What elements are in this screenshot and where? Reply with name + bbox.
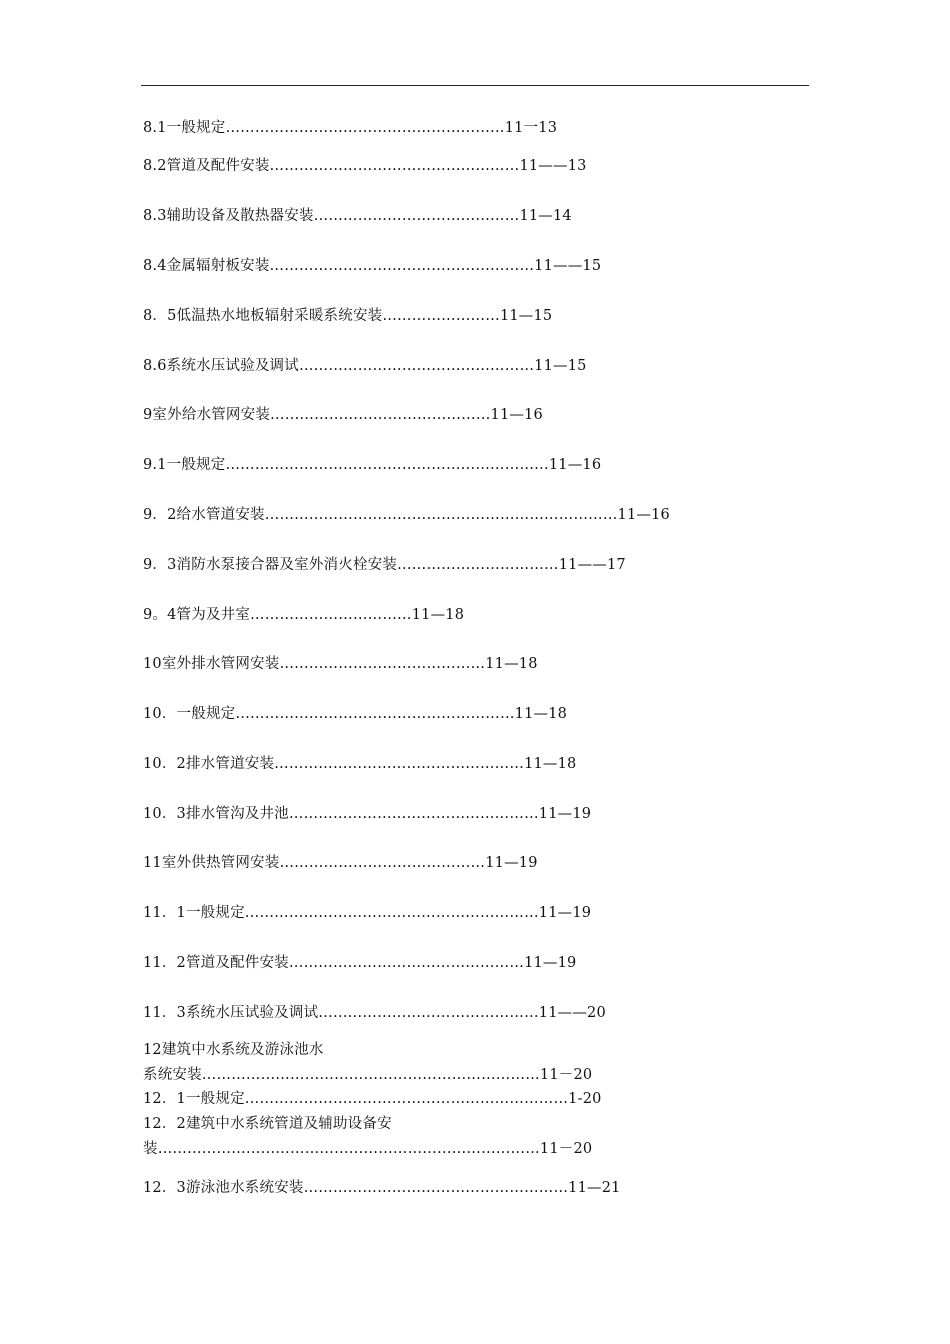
toc-entry[interactable]: 8.1一般规定…………………………………………………11一13 [143,120,558,136]
toc-entry[interactable]: 9。4管为及井室……………………………11—18 [143,607,465,623]
toc-entry[interactable]: 9室外给水管网安装………………………………………11—16 [143,407,543,423]
toc-entry[interactable]: 10室外排水管网安装……………………………………11—18 [143,656,538,672]
toc-entry[interactable]: 8.4金属辐射板安装………………………………………………11——15 [143,258,602,274]
header-rule [141,85,809,86]
toc-entry[interactable]: 10．2排水管道安装……………………………………………11—18 [143,756,577,772]
toc-entry[interactable]: 10．3排水管沟及井池……………………………………………11—19 [143,806,592,822]
toc-entry[interactable]: 8.6系统水压试验及调试…………………………………………11—15 [143,358,587,374]
toc-entry[interactable]: 11．3系统水压试验及调试………………………………………11——20 [143,1005,606,1021]
toc-entry[interactable]: 8.3辅助设备及散热器安装……………………………………11—14 [143,208,572,224]
toc-entry[interactable]: 12建筑中水系统及游泳池水 [143,1042,324,1058]
toc-entry[interactable]: 9．2给水管道安装………………………………………………………………11—16 [143,507,670,523]
toc-entry[interactable]: 8．5低温热水地板辐射采暖系统安装……………………11—15 [143,308,553,324]
toc-entry[interactable]: 12．3游泳池水系统安装………………………………………………11—21 [143,1180,621,1196]
toc-entry-continuation[interactable]: 系统安装……………………………………………………………11－20 [143,1067,593,1083]
toc-entry[interactable]: 12．2建筑中水系统管道及辅助设备安 [143,1116,392,1132]
toc-entry[interactable]: 12．1一般规定…………………………………………………………1-20 [143,1091,602,1107]
toc-entry[interactable]: 9.1一般规定…………………………………………………………11—16 [143,457,602,473]
toc-entry[interactable]: 10．一般规定…………………………………………………11—18 [143,706,568,722]
toc-entry[interactable]: 11室外供热管网安装……………………………………11—19 [143,855,538,871]
toc-entry[interactable]: 11．2管道及配件安装…………………………………………11—19 [143,955,577,971]
toc-entry[interactable]: 9．3消防水泵接合器及室外消火栓安装……………………………11——17 [143,557,626,573]
toc-entry-continuation[interactable]: 装……………………………………………………………………11－20 [143,1141,593,1157]
toc-entry[interactable]: 8.2管道及配件安装……………………………………………11——13 [143,158,587,174]
toc-entry[interactable]: 11．1一般规定……………………………………………………11—19 [143,905,592,921]
